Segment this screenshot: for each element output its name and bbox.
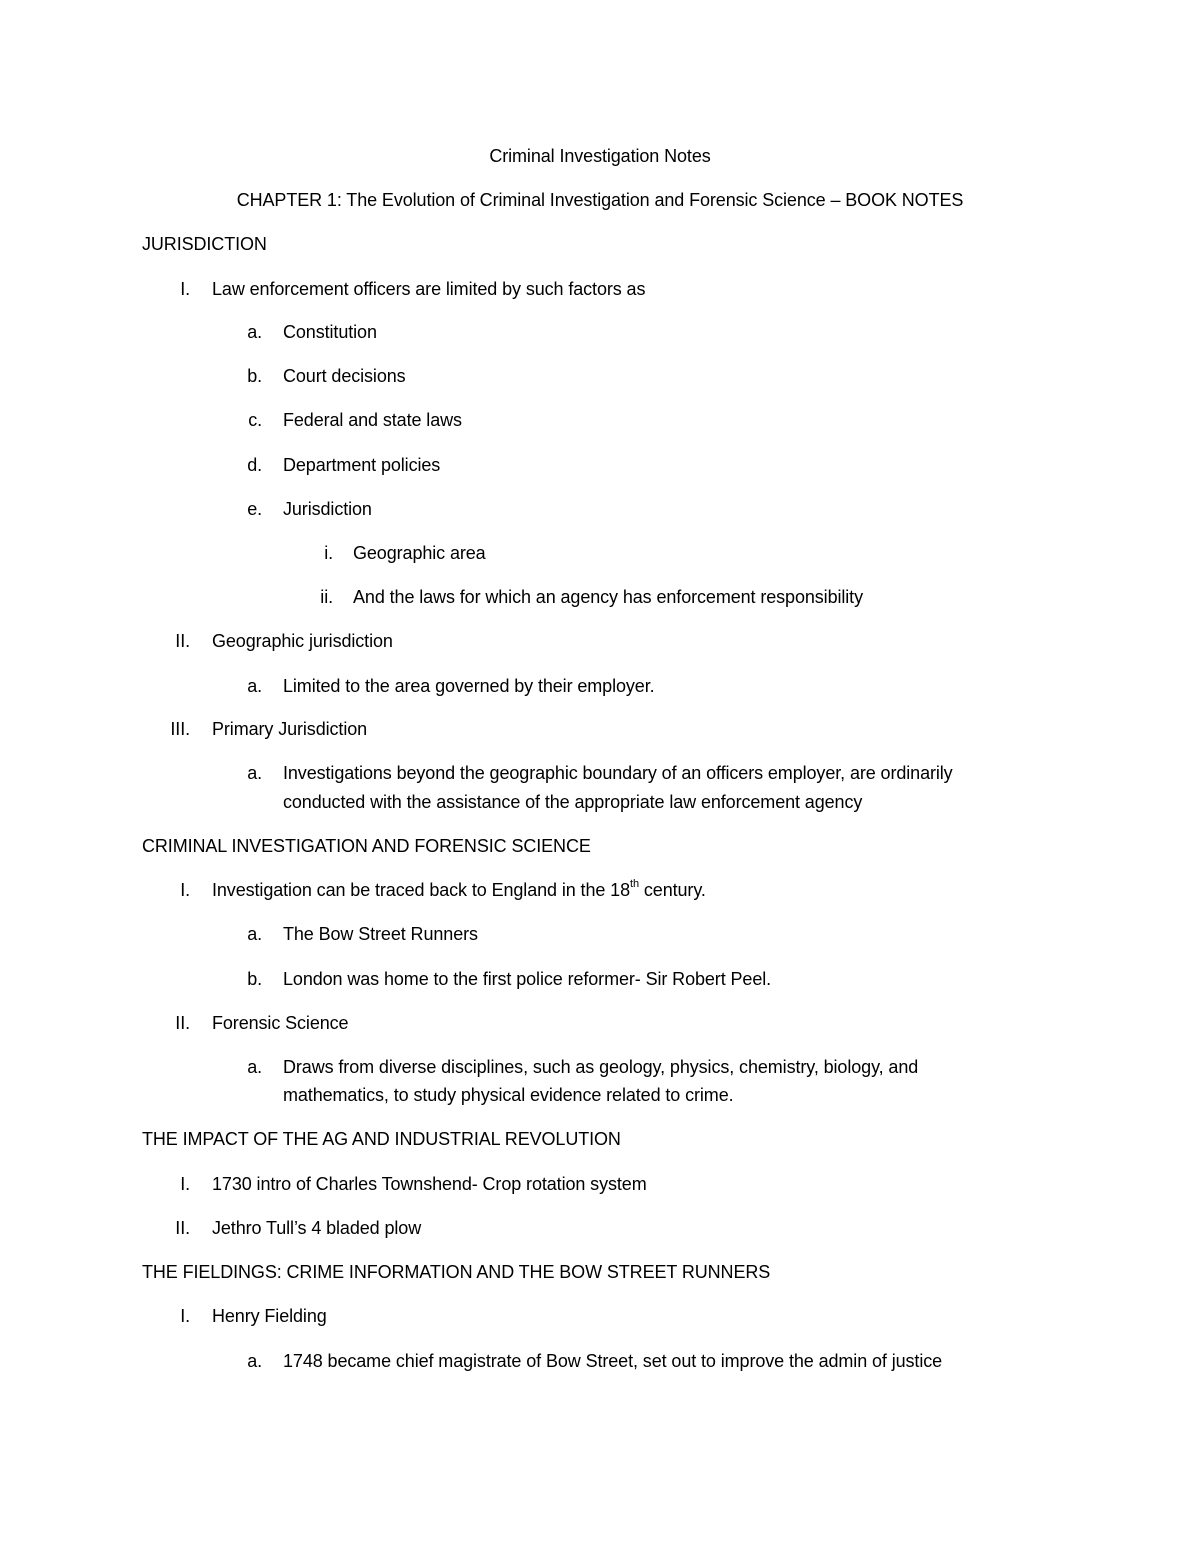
list-marker: I. — [180, 1306, 190, 1326]
list-item: Primary Jurisdiction — [212, 719, 368, 739]
list-marker: e. — [247, 499, 262, 519]
list-item: Constitution — [283, 322, 377, 342]
list-item: 1730 intro of Charles Townshend- Crop rotation system — [212, 1174, 647, 1194]
list-item: Henry Fielding — [212, 1306, 327, 1326]
list-marker: b. — [247, 366, 262, 386]
list-item: Federal and state laws — [283, 410, 462, 430]
list-marker: I. — [180, 880, 190, 900]
list-marker: ii. — [320, 587, 333, 607]
list-item: Investigations beyond the geographic boundary of an officers employer, are ordinarily — [283, 763, 953, 783]
list-item: Forensic Science — [212, 1013, 349, 1033]
document-title: Criminal Investigation Notes — [489, 146, 711, 166]
list-item: London was home to the first police reformer- Sir Robert Peel. — [283, 969, 772, 989]
list-item: Jurisdiction — [283, 499, 372, 519]
list-item: Law enforcement officers are limited by such factors as — [212, 279, 646, 299]
list-item-continuation: mathematics, to study physical evidence related to crime. — [283, 1085, 734, 1105]
list-item: Geographic jurisdiction — [212, 631, 393, 651]
list-item: Court decisions — [283, 366, 406, 386]
section-heading: JURISDICTION — [142, 234, 267, 254]
list-item: Department policies — [283, 455, 441, 475]
list-item: The Bow Street Runners — [283, 924, 478, 944]
list-marker: I. — [180, 279, 190, 299]
list-marker: I. — [180, 1174, 190, 1194]
list-marker: c. — [248, 410, 262, 430]
list-item: Draws from diverse disciplines, such as geology, physics, chemistry, biology, and — [283, 1057, 919, 1077]
list-item: 1748 became chief magistrate of Bow Street, set out to improve the admin of justice — [283, 1351, 943, 1371]
section-heading: CRIMINAL INVESTIGATION AND FORENSIC SCIENCE — [142, 836, 591, 856]
list-marker: II. — [175, 1013, 190, 1033]
list-item-continuation: conducted with the assistance of the appropriate law enforcement agency — [283, 792, 863, 812]
list-item: And the laws for which an agency has enforcement responsibility — [353, 587, 863, 607]
list-marker: III. — [170, 719, 190, 739]
list-item-text: Investigation can be traced back to England in the 18 — [212, 880, 630, 900]
list-marker: a. — [247, 676, 262, 696]
list-item: Limited to the area governed by their employer. — [283, 676, 655, 696]
list-marker: a. — [247, 322, 262, 342]
list-marker: a. — [247, 763, 262, 783]
list-item: Geographic area — [353, 543, 486, 563]
list-marker: a. — [247, 1057, 262, 1077]
list-marker: i. — [324, 543, 333, 563]
list-marker: b. — [247, 969, 262, 989]
superscript: th — [630, 878, 639, 890]
list-marker: a. — [247, 924, 262, 944]
list-item-text: century. — [638, 880, 706, 900]
list-marker: d. — [247, 455, 262, 475]
list-marker: II. — [175, 1218, 190, 1238]
chapter-title: CHAPTER 1: The Evolution of Criminal Investigation and Forensic Science – BOOK NOTES — [236, 190, 964, 210]
section-heading: THE FIELDINGS: CRIME INFORMATION AND THE BOW STREET RUNNERS — [142, 1262, 771, 1282]
list-item: Jethro Tull’s 4 bladed plow — [212, 1218, 422, 1238]
list-marker: II. — [175, 631, 190, 651]
section-heading: THE IMPACT OF THE AG AND INDUSTRIAL REVOLUTION — [142, 1129, 621, 1149]
list-item — [212, 879, 706, 901]
list-marker: a. — [247, 1351, 262, 1371]
